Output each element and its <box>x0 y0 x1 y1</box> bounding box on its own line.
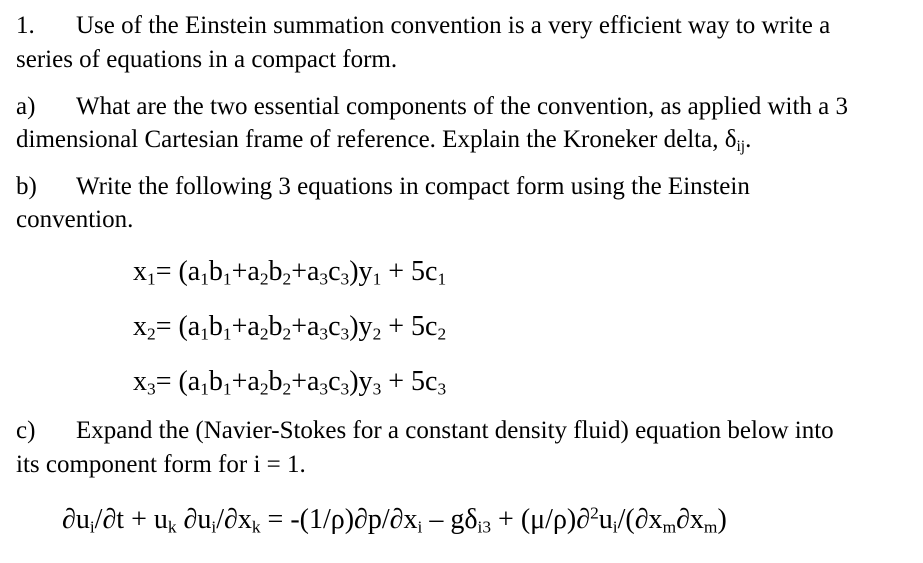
equation-index: i <box>417 517 423 537</box>
equation-index: 1 <box>222 269 232 289</box>
equation-index: 3 <box>340 324 350 344</box>
equation-term: + 5c <box>381 311 438 342</box>
equation-3 <box>133 365 446 399</box>
equation-term: )y <box>349 311 373 342</box>
part-a-text-2: dimensional Cartesian frame of reference. Explain the Kroneker delta, δ <box>16 126 737 153</box>
equation-index: 1 <box>222 324 232 344</box>
navier-stokes-equation <box>62 503 727 537</box>
equation-term: /∂t + u <box>94 504 168 535</box>
equation-term: b <box>208 256 223 287</box>
equation-index: 3 <box>372 379 382 399</box>
equation-term: + (μ/ρ)∂ <box>491 504 591 535</box>
equation-index: 1 <box>200 324 209 344</box>
part-c-marker: c) <box>16 417 36 444</box>
part-a-line-1 <box>16 92 848 122</box>
part-c-line-2: its component form for i = 1. <box>16 451 306 478</box>
equation-index: 1 <box>200 379 209 399</box>
equation-term: /∂x <box>216 504 252 535</box>
equation-term: +a <box>231 311 260 342</box>
equation-index: 1 <box>147 269 156 289</box>
equation-index: 2 <box>259 324 269 344</box>
equation-term: +a <box>231 256 260 287</box>
part-b-marker: b) <box>16 173 37 200</box>
equation-term: ∂u <box>176 504 212 535</box>
equation-index: k <box>167 517 177 537</box>
equation-term: +a <box>291 256 320 287</box>
equation-term: = (a <box>155 256 201 287</box>
part-a-line-2 <box>16 125 751 155</box>
equation-index: 2 <box>590 503 599 523</box>
equation-index: 1 <box>200 269 209 289</box>
equation-term: + 5c <box>381 366 438 397</box>
equation-term: +a <box>291 311 320 342</box>
equation-index: 2 <box>282 379 292 399</box>
equation-index: 2 <box>147 324 156 344</box>
equation-index: i <box>211 517 217 537</box>
equation-term: ) <box>717 504 727 535</box>
equation-term: x <box>133 311 147 342</box>
equation-index: 3 <box>147 379 156 399</box>
equation-term: b <box>268 256 283 287</box>
equation-term: ∂x <box>676 504 704 535</box>
equation-1 <box>133 255 446 289</box>
question-intro-text-1: Use of the Einstein summation convention is a very efficient way to write a <box>76 12 831 39</box>
part-a-text-1: What are the two essential components of the convention, as applied with a 3 <box>76 93 848 120</box>
equation-index: 2 <box>372 324 382 344</box>
equation-index: 3 <box>319 269 329 289</box>
part-a-marker: a) <box>16 93 36 120</box>
equation-term: + 5c <box>381 256 438 287</box>
equation-index: i <box>612 517 618 537</box>
equation-term: +a <box>291 366 320 397</box>
equation-term: = (a <box>155 366 201 397</box>
equation-term: ∂u <box>62 504 90 535</box>
equation-index: 2 <box>437 324 447 344</box>
equation-index: m <box>703 517 718 537</box>
equation-term: )y <box>349 366 373 397</box>
equation-index: 3 <box>319 379 329 399</box>
equation-term: c <box>328 311 341 342</box>
delta-subscript: ij <box>736 137 746 155</box>
equation-index: 3 <box>319 324 329 344</box>
equation-index: 1 <box>222 379 232 399</box>
equation-index: 3 <box>340 269 350 289</box>
part-c-line-1 <box>16 416 834 446</box>
equation-term: x <box>133 366 147 397</box>
equation-index: 1 <box>437 269 447 289</box>
equation-index: 1 <box>372 269 382 289</box>
equation-term: u <box>598 504 613 535</box>
part-a-period: . <box>745 126 752 153</box>
equation-2 <box>133 310 446 344</box>
part-c-text-1: Expand the (Navier-Stokes for a constant density fluid) equation below into <box>76 417 834 444</box>
equation-index: 3 <box>437 379 447 399</box>
equation-term: /(∂x <box>617 504 663 535</box>
question-intro-line-2: series of equations in a compact form. <box>16 46 398 73</box>
question-intro-line-1 <box>16 11 830 41</box>
equation-term: = -(1/ρ)∂p/∂x <box>260 504 418 535</box>
part-b-line-1 <box>16 172 750 202</box>
equation-term: b <box>268 366 283 397</box>
equation-term: b <box>268 311 283 342</box>
equation-term: +a <box>231 366 260 397</box>
equation-index: 2 <box>259 379 269 399</box>
equation-index: i3 <box>477 517 492 537</box>
part-b-line-2: convention. <box>16 206 134 233</box>
equation-term: b <box>208 366 223 397</box>
equation-term: b <box>208 311 223 342</box>
equation-term: x <box>133 256 147 287</box>
equation-index: k <box>251 517 261 537</box>
equation-term: = (a <box>155 311 201 342</box>
equation-term: )y <box>349 256 373 287</box>
equation-term: c <box>328 256 341 287</box>
equation-index: 2 <box>259 269 269 289</box>
equation-index: 3 <box>340 379 350 399</box>
equation-index: i <box>89 517 95 537</box>
equation-index: m <box>662 517 677 537</box>
equation-term: c <box>328 366 341 397</box>
question-number: 1. <box>16 12 35 39</box>
equation-term: – gδ <box>422 504 478 535</box>
equation-index: 2 <box>282 269 292 289</box>
part-b-text-1: Write the following 3 equations in compact form using the Einstein <box>76 173 750 200</box>
equation-index: 2 <box>282 324 292 344</box>
